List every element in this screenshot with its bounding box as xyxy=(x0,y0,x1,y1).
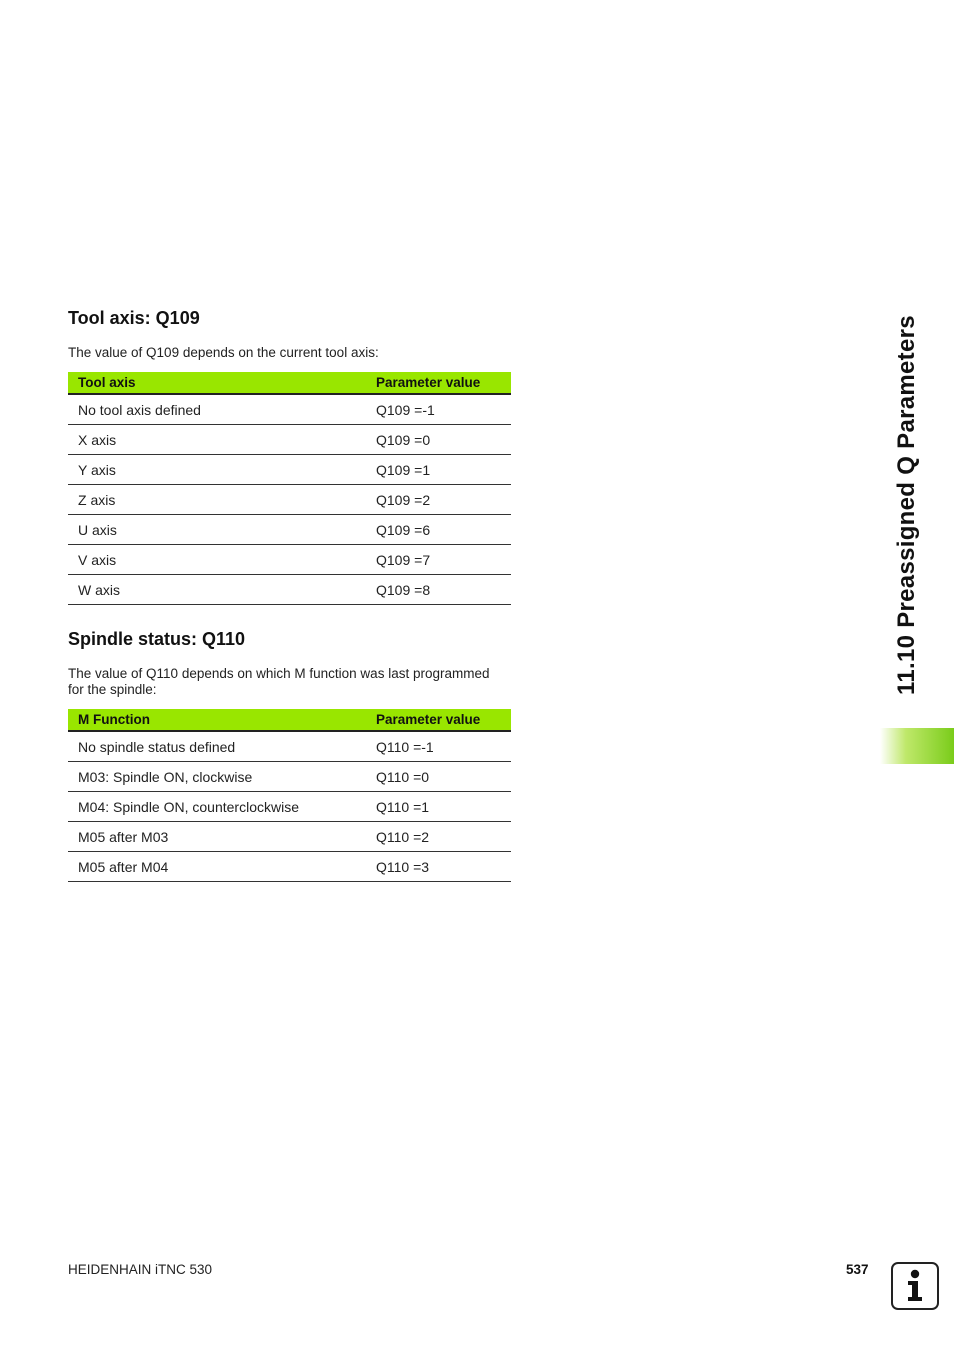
table-cell: W axis xyxy=(68,575,366,605)
table-row xyxy=(68,515,511,545)
table-row xyxy=(68,852,511,882)
table-row xyxy=(68,575,511,605)
tool-axis-table xyxy=(68,372,511,605)
table-cell: Y axis xyxy=(68,455,366,485)
table-cell: Q110 =2 xyxy=(366,822,511,852)
table-cell: M03: Spindle ON, clockwise xyxy=(68,762,366,792)
table-header-row xyxy=(68,372,511,394)
table-cell: No tool axis defined xyxy=(68,394,366,425)
table-cell: Q109 =0 xyxy=(366,425,511,455)
table-cell: Q110 =3 xyxy=(366,852,511,882)
table-cell: Q110 =1 xyxy=(366,792,511,822)
column-header: Parameter value xyxy=(366,709,511,731)
table-cell: M05 after M04 xyxy=(68,852,366,882)
table-row xyxy=(68,455,511,485)
footer-product: HEIDENHAIN iTNC 530 xyxy=(68,1262,213,1277)
table-header-row xyxy=(68,709,511,731)
column-header: M Function xyxy=(68,709,366,731)
column-header: Parameter value xyxy=(366,372,511,394)
table-cell: M05 after M03 xyxy=(68,822,366,852)
table-cell: Q109 =1 xyxy=(366,455,511,485)
table-cell: M04: Spindle ON, counterclockwise xyxy=(68,792,366,822)
table-cell: Q109 =7 xyxy=(366,545,511,575)
table-cell: X axis xyxy=(68,425,366,455)
table-cell: No spindle status defined xyxy=(68,731,366,762)
column-header: Tool axis xyxy=(68,372,366,394)
side-chapter-title: 11.10 Preassigned Q Parameters xyxy=(893,315,920,695)
section-intro-spindle-status: The value of Q110 depends on which M function was last programmed for the spindle: xyxy=(68,666,490,697)
table-cell: U axis xyxy=(68,515,366,545)
table-row xyxy=(68,822,511,852)
table-cell: Q109 =-1 xyxy=(366,394,511,425)
table-cell: Q109 =6 xyxy=(366,515,511,545)
table-row xyxy=(68,394,511,425)
section-intro-tool-axis: The value of Q109 depends on the current tool axis: xyxy=(68,345,379,360)
table-row xyxy=(68,485,511,515)
table-cell: Q110 =0 xyxy=(366,762,511,792)
table-cell: V axis xyxy=(68,545,366,575)
page-number: 537 xyxy=(846,1262,869,1277)
table-row xyxy=(68,762,511,792)
chapter-tab-marker xyxy=(880,728,954,764)
table-cell: Q110 =-1 xyxy=(366,731,511,762)
table-cell: Q109 =8 xyxy=(366,575,511,605)
spindle-status-table xyxy=(68,709,511,882)
section-title-spindle-status: Spindle status: Q110 xyxy=(68,629,246,649)
table-row xyxy=(68,792,511,822)
table-row xyxy=(68,545,511,575)
table-row xyxy=(68,425,511,455)
table-cell: Q109 =2 xyxy=(366,485,511,515)
info-icon xyxy=(891,1262,939,1310)
table-cell: Z axis xyxy=(68,485,366,515)
table-row xyxy=(68,731,511,762)
section-title-tool-axis: Tool axis: Q109 xyxy=(68,308,200,328)
